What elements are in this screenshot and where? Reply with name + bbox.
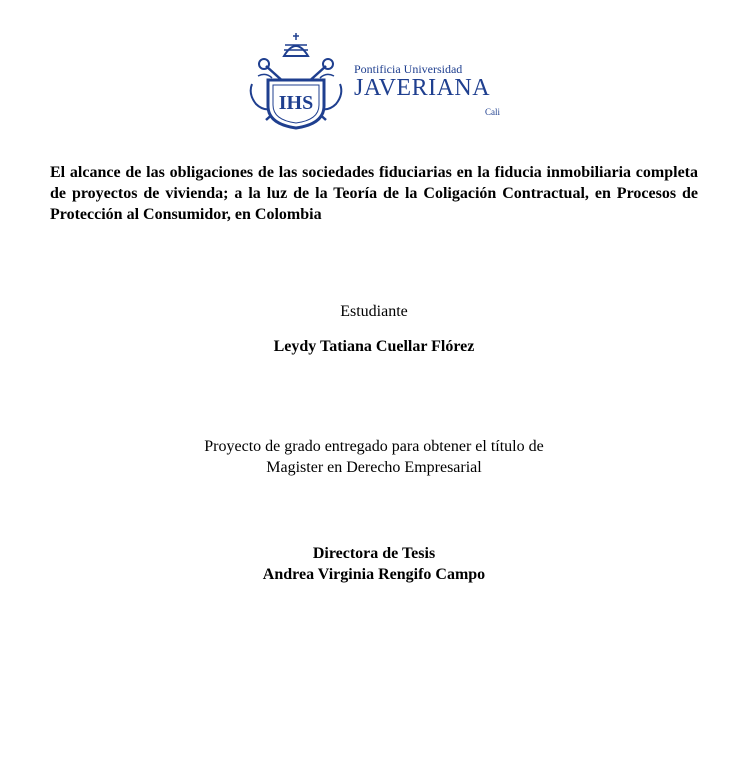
student-label: Estudiante xyxy=(340,303,408,320)
purpose-line-1: Proyecto de grado entregado para obtener el título de xyxy=(204,438,544,455)
crest-monogram: IHS xyxy=(278,92,314,114)
logo-line-javeriana: JAVERIANA xyxy=(354,75,491,101)
university-logo xyxy=(246,32,506,132)
director-label: Directora de Tesis xyxy=(312,545,436,562)
logo-line-cali: Cali xyxy=(485,107,500,117)
student-name: Leydy Tatiana Cuellar Flórez xyxy=(273,338,475,355)
university-crest-icon xyxy=(246,32,346,132)
purpose-line-2: Magister en Derecho Empresarial xyxy=(266,459,482,476)
logo-line-pontificia: Pontificia Universidad xyxy=(354,62,463,76)
thesis-title: El alcance de las obligaciones de las sociedades fiduciarias en la fiducia inmobiliaria completa de proyectos de vivienda; a la luz de la Teoría de la Coligación Contractual, en Procesos de Protección al Consumidor, en Colombia xyxy=(50,164,698,223)
director-name: Andrea Virginia Rengifo Campo xyxy=(262,566,486,583)
